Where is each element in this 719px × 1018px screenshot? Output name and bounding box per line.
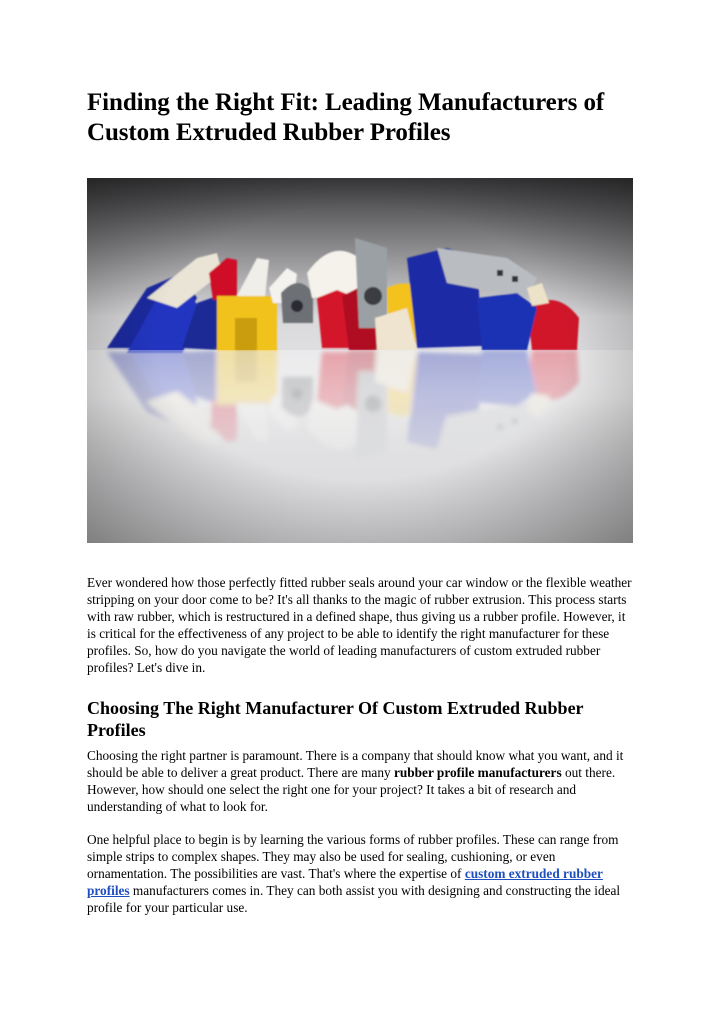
bold-manufacturers-phrase: rubber profile manufacturers <box>393 765 562 780</box>
profiles-paragraph <box>87 831 635 916</box>
rubber-profiles-photo <box>87 178 633 543</box>
partner-paragraph <box>87 747 635 815</box>
profiles-text-start: One helpful place to begin is by learning the various forms of rubber profiles. These can range from simple strips to complex shapes. They may also be used for sealing, cushioning, or even ornamentation. The possibilities are vast. That's where the expertise of <box>87 832 619 881</box>
page-title: Finding the Right Fit: Leading Manufacturers of Custom Extruded Rubber Profiles <box>87 89 605 146</box>
partner-text-end: out there. However, how should one select the right one for your project? It takes a bit of research and understanding of what to look for. <box>87 765 616 814</box>
intro-paragraph: Ever wondered how those perfectly fitted rubber seals around your car window or the flexible weather stripping on your door come to be? It's all thanks to the magic of rubber extrusion. This process starts with raw rubber, which is restructured in a defined shape, thus giving us a rubber profile. However, it is critical for the effectiveness of any project to be able to identify the right manufacturer for these profiles. So, how do you navigate the world of leading manufacturers of custom extruded rubber profiles? Let's dive in. <box>87 575 632 675</box>
custom-profiles-link[interactable]: custom extruded rubber profiles <box>87 866 603 898</box>
profiles-text-end: manufacturers comes in. They can both assist you with designing and constructing the ideal profile for your particular use. <box>87 883 621 915</box>
section-heading: Choosing The Right Manufacturer Of Custom Extruded Rubber Profiles <box>87 698 584 740</box>
partner-text-start: Choosing the right partner is paramount. There is a company that should know what you want, and it should be able to deliver a great product. There are many <box>87 748 624 780</box>
